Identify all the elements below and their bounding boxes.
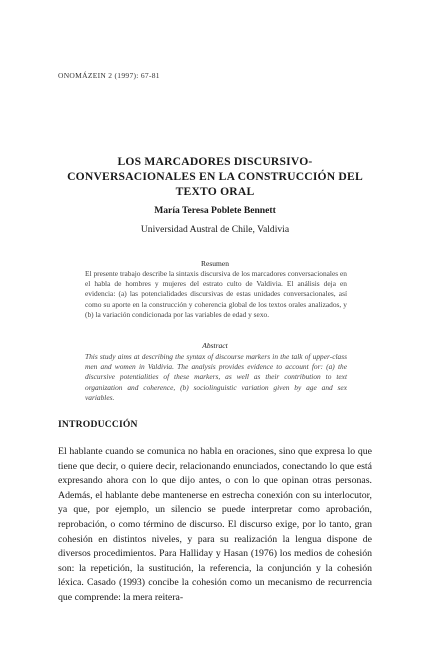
article-title: LOS MARCADORES DISCURSIVO-CONVERSACIONALES EN LA CONSTRUCCIÓN DEL TEXTO ORAL [67,155,363,198]
body-paragraph: El hablante cuando se comunica no habla en oraciones, sino que expresa lo que tiene que decir, o quiere decir, relacionando enunciados, conectando lo que está expresando ahora con lo que dijo antes, o con lo que opinan otras personas. Además, el hablante debe mantenerse en estrecha conexión con su interlocutor, ya que, por ejemplo, un silencio se puede interpretar como aprobación, reprobación, o como término de discurso. El discurso exige, por lo tanto, gran cohesión en distintos niveles, y para su realización la lengua dispone de diversos procedimientos. Para Halliday y Hasan (1976) los medios de cohesión son: la repetición, la sustitución, la referencia, la conjunción y la cohesión léxica. Casado (1993) concibe la cohesión como un mecanismo de recurrencia que comprende: la mera reitera- [58,446,372,603]
author-affiliation: Universidad Austral de Chile, Valdivia [140,224,290,235]
abstract-en-heading: Abstract [202,341,228,350]
abstract-en-text: This study aims at describing the syntax of discourse markers in the talk of upper-class men and women in Valdivia. The analysis provides evidence to account for: (a) the discursive potentialities of these markers, as well as their contribution to text organization and coherence, (b) sociolinguistic variation given by age and sex variables. [85,352,347,402]
section-heading: INTRODUCCIÓN [58,419,138,430]
abstract-es-heading: Resumen [201,259,229,268]
running-head: ONOMÁZEIN 2 (1997): 67-81 [58,71,160,80]
author-name: María Teresa Poblete Bennett [154,205,276,216]
abstract-es-text: El presente trabajo describe la sintaxis discursiva de los marcadores conversacionales en el habla de hombres y mujeres del estrato culto de Valdivia. El análisis deja en evidencia: (a) las potencialidades discursivas de estas unidades conversacionales, así como su aporte en la construcción y coherencia global de los textos orales analizados, y (b) la variación condicionada por las variables de edad y sexo. [85,269,347,319]
